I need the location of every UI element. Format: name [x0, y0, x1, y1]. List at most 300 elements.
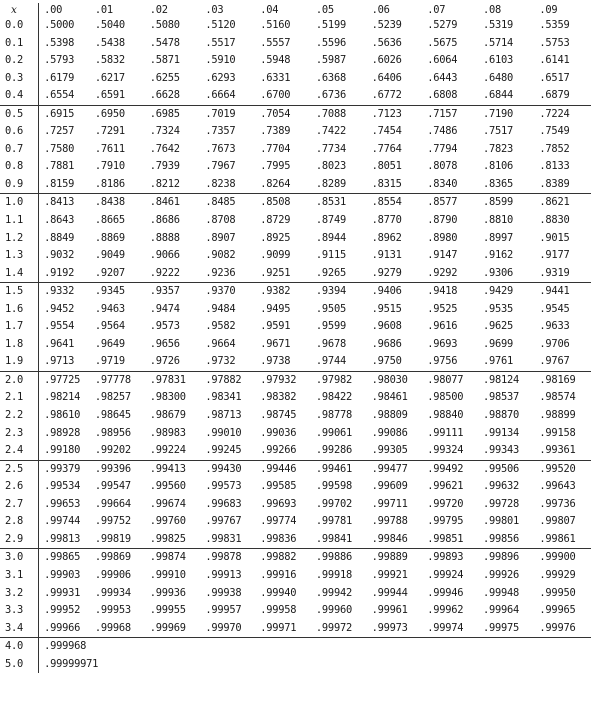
normal-distribution-table [0, 3, 591, 673]
table-cell: .9656 [149, 337, 180, 350]
table-cell: .9332 [39, 283, 90, 301]
table-cell: .99061 [315, 426, 352, 439]
table-cell: .99446 [255, 460, 311, 478]
table-cell: .5832 [94, 54, 125, 67]
table-cell: .6331 [260, 71, 291, 84]
table-cell: .99202 [94, 444, 131, 457]
table-cell: .99934 [94, 586, 131, 599]
table-cell: .5793 [44, 54, 75, 67]
table-cell: .5398 [44, 36, 75, 49]
table-cell: .8810 [482, 214, 513, 227]
table-cell: .9147 [427, 249, 458, 262]
table-cell: .8413 [39, 194, 90, 212]
table-row [0, 247, 591, 265]
table-cell: .9066 [149, 249, 180, 262]
table-cell: .97778 [90, 371, 145, 389]
row-label: 1.6 [0, 301, 39, 319]
row-label: 3.2 [0, 585, 39, 603]
table-cell: .99266 [260, 444, 297, 457]
table-cell: .5080 [149, 19, 180, 31]
table-cell: .99086 [371, 426, 408, 439]
table-cell: .99861 [539, 532, 576, 545]
table-cell: .9649 [94, 337, 125, 350]
table-cell: .99966 [44, 621, 81, 634]
table-cell: .99825 [149, 532, 186, 545]
column-header: .07 [427, 4, 446, 16]
table-cell: .99158 [539, 426, 576, 439]
table-cell: .7995 [260, 160, 291, 173]
table-cell: .99948 [482, 586, 519, 599]
table-cell: .7257 [44, 125, 75, 138]
table-cell: .99693 [260, 497, 297, 510]
table-cell: .9744 [315, 355, 346, 368]
table-row [0, 478, 591, 496]
table-cell: .99683 [205, 497, 242, 510]
table-cell: .8925 [260, 231, 291, 244]
table-cell: .9484 [205, 302, 236, 315]
table-cell: .6103 [482, 54, 513, 67]
table-row [0, 141, 591, 159]
table-cell: .99788 [371, 515, 408, 528]
row-label: 1.5 [0, 283, 39, 301]
table-cell: .9641 [44, 337, 75, 350]
row-label: 0.8 [0, 158, 39, 176]
table-cell: .99134 [482, 426, 519, 439]
table-cell: .99492 [422, 460, 478, 478]
table-cell: .9015 [539, 231, 570, 244]
table-cell: .99889 [367, 549, 423, 567]
table-cell: .6026 [371, 54, 402, 67]
table-cell: .99971 [260, 621, 297, 634]
table-row [0, 105, 591, 123]
table-cell: .9441 [534, 283, 591, 301]
table-cell: .98214 [44, 391, 81, 404]
table-row [0, 496, 591, 514]
corner-label: x [0, 3, 39, 17]
table-cell: .9761 [482, 355, 513, 368]
row-label: 0.3 [0, 70, 39, 88]
table-cell: .5359 [539, 19, 570, 31]
table-cell: .6808 [427, 89, 458, 102]
table-cell: .7967 [205, 160, 236, 173]
table-cell: .98030 [367, 371, 423, 389]
table-cell: .99976 [539, 621, 576, 634]
table-cell: .9671 [260, 337, 291, 350]
row-label: 2.1 [0, 389, 39, 407]
table-cell: .9406 [367, 283, 423, 301]
table-row [0, 35, 591, 53]
row-label: 2.8 [0, 513, 39, 531]
table-cell: .7823 [482, 142, 513, 155]
row-label: 2.0 [0, 371, 39, 389]
table-cell: .6591 [94, 89, 125, 102]
table-cell: .5910 [205, 54, 236, 67]
table-cell: .99960 [315, 604, 352, 617]
table-cell: .98169 [534, 371, 591, 389]
table-cell: .6700 [260, 89, 291, 102]
table-cell: .99767 [205, 515, 242, 528]
table-cell: .6368 [315, 71, 346, 84]
column-header: .02 [149, 4, 168, 16]
column-header: .08 [482, 4, 501, 16]
table-cell: .6664 [205, 89, 236, 102]
table-cell: .8023 [315, 160, 346, 173]
table-cell: .9222 [149, 266, 180, 279]
table-cell: .6443 [427, 71, 458, 84]
table-cell: .99973 [371, 621, 408, 634]
table-row [0, 371, 591, 389]
table-row [0, 513, 591, 531]
table-cell: .7291 [94, 125, 125, 138]
table-cell: .99942 [315, 586, 352, 599]
table-cell: .9236 [205, 266, 236, 279]
table-row [0, 549, 591, 567]
row-label: 2.3 [0, 425, 39, 443]
table-cell: .99940 [260, 586, 297, 599]
table-cell: .99760 [149, 515, 186, 528]
row-label: 0.1 [0, 35, 39, 53]
table-cell: .6255 [149, 71, 180, 84]
table-cell: .7088 [311, 105, 367, 123]
table-cell: .99999971 [44, 657, 99, 670]
table-cell: .8830 [539, 214, 570, 227]
table-cell: .99396 [90, 460, 145, 478]
table-cell: .9251 [260, 266, 291, 279]
table-cell: .7054 [255, 105, 311, 123]
table-cell: .99286 [315, 444, 352, 457]
table-cell: .8485 [200, 194, 255, 212]
table-cell: .99846 [371, 532, 408, 545]
row-label: 0.0 [0, 17, 39, 35]
table-cell: .99702 [315, 497, 352, 510]
table-cell: .9726 [149, 355, 180, 368]
table-cell: .5160 [260, 19, 291, 31]
table-cell: .5438 [94, 36, 125, 49]
row-label: 3.4 [0, 620, 39, 638]
table-cell: .99962 [427, 604, 464, 617]
table-cell: .99728 [482, 497, 519, 510]
table-cell: .99969 [149, 621, 186, 634]
table-cell: .98899 [539, 409, 576, 422]
table-cell: .7580 [44, 142, 75, 155]
table-cell: .5714 [482, 36, 513, 49]
table-cell: .8315 [371, 177, 402, 190]
table-cell: .99520 [534, 460, 591, 478]
table-cell: .8770 [371, 214, 402, 227]
table-cell: .7734 [315, 142, 346, 155]
table-cell: .9535 [482, 302, 513, 315]
table-cell: .9279 [371, 266, 402, 279]
table-cell: .9082 [205, 249, 236, 262]
table-row [0, 460, 591, 478]
table-cell: .6772 [371, 89, 402, 102]
table-cell: .99585 [260, 480, 297, 493]
table-row [0, 656, 591, 674]
table-cell: .7704 [260, 142, 291, 155]
table-cell: .8238 [205, 177, 236, 190]
table-cell: .9599 [315, 320, 346, 333]
table-cell: .99632 [482, 480, 519, 493]
table-cell: .98840 [427, 409, 464, 422]
table-cell: .99906 [94, 568, 131, 581]
table-cell: .99664 [94, 497, 131, 510]
table-cell: .7910 [94, 160, 125, 173]
table-cell: .9591 [260, 320, 291, 333]
row-label: 2.4 [0, 442, 39, 460]
table-cell: .99936 [149, 586, 186, 599]
table-cell: .8508 [255, 194, 311, 212]
table-cell: .99896 [478, 549, 534, 567]
table-cell: .98983 [149, 426, 186, 439]
table-cell: .7454 [371, 125, 402, 138]
column-header: .00 [44, 4, 63, 16]
table-cell: .99965 [539, 604, 576, 617]
table-row [0, 301, 591, 319]
table-cell: .9564 [94, 320, 125, 333]
table-cell: .99560 [149, 480, 186, 493]
table-cell: .99010 [205, 426, 242, 439]
row-label: 1.1 [0, 212, 39, 230]
table-cell: .99841 [315, 532, 352, 545]
table-cell: .8980 [427, 231, 458, 244]
table-cell: .9463 [94, 302, 125, 315]
table-cell: .99886 [311, 549, 367, 567]
table-row [0, 425, 591, 443]
row-label: 1.4 [0, 265, 39, 283]
table-cell: .9664 [205, 337, 236, 350]
table-cell: .99851 [427, 532, 464, 545]
table-cell: .9719 [94, 355, 125, 368]
table-cell: .9162 [482, 249, 513, 262]
table-cell: .8212 [149, 177, 180, 190]
row-label: 0.7 [0, 141, 39, 159]
table-cell: .99836 [260, 532, 297, 545]
table-cell: .8554 [367, 194, 423, 212]
table-cell: .99878 [200, 549, 255, 567]
table-cell: .97932 [255, 371, 311, 389]
table-cell: .99952 [44, 604, 81, 617]
table-cell: .97882 [200, 371, 255, 389]
table-cell: .9756 [427, 355, 458, 368]
table-cell: .7190 [478, 105, 534, 123]
table-cell: .6141 [539, 54, 570, 67]
table-cell: .99916 [260, 568, 297, 581]
table-cell: .8944 [315, 231, 346, 244]
table-cell: .98257 [94, 391, 131, 404]
table-cell: .8962 [371, 231, 402, 244]
row-label: 1.0 [0, 194, 39, 212]
table-cell: .5948 [260, 54, 291, 67]
row-label: 4.0 [0, 638, 39, 656]
table-cell: .6915 [39, 105, 90, 123]
row-label: 2.5 [0, 460, 39, 478]
table-cell: .7764 [371, 142, 402, 155]
table-cell: .99361 [539, 444, 576, 457]
table-cell: .7157 [422, 105, 478, 123]
table-cell: .99970 [205, 621, 242, 634]
table-cell: .99972 [315, 621, 352, 634]
table-row [0, 176, 591, 194]
table-cell: .98300 [149, 391, 186, 404]
table-cell: .98745 [260, 409, 297, 422]
table-cell: .9706 [539, 337, 570, 350]
table-cell: .99621 [427, 480, 464, 493]
table-cell: .6480 [482, 71, 513, 84]
table-cell: .9131 [371, 249, 402, 262]
column-header: .09 [539, 4, 558, 16]
table-cell: .6517 [539, 71, 570, 84]
table-cell: .99573 [205, 480, 242, 493]
table-cell: .8888 [149, 231, 180, 244]
column-header: .06 [371, 4, 390, 16]
table-cell: .8708 [205, 214, 236, 227]
row-label: 0.5 [0, 105, 39, 123]
table-cell: .99609 [371, 480, 408, 493]
table-cell: .9495 [260, 302, 291, 315]
table-row [0, 407, 591, 425]
table-cell: .8907 [205, 231, 236, 244]
table-cell: .9177 [539, 249, 570, 262]
table-cell: .99547 [94, 480, 131, 493]
table-cell: .9625 [482, 320, 513, 333]
row-label: 2.6 [0, 478, 39, 496]
table-cell: .7123 [367, 105, 423, 123]
table-cell: .6554 [44, 89, 75, 102]
table-row [0, 87, 591, 105]
table-cell: .5319 [482, 19, 513, 31]
table-cell: .9306 [482, 266, 513, 279]
table-cell: .99674 [149, 497, 186, 510]
table-cell: .6293 [205, 71, 236, 84]
table-row [0, 230, 591, 248]
table-cell: .99036 [260, 426, 297, 439]
row-label: 3.0 [0, 549, 39, 567]
table-cell: .99534 [44, 480, 81, 493]
table-cell: .9429 [478, 283, 534, 301]
table-cell: .99111 [427, 426, 464, 439]
table-cell: .99245 [205, 444, 242, 457]
table-cell: .99819 [94, 532, 131, 545]
table-row [0, 265, 591, 283]
row-label: 1.3 [0, 247, 39, 265]
table-cell: .98928 [44, 426, 81, 439]
table-cell: .8438 [90, 194, 145, 212]
table-cell: .7517 [482, 125, 513, 138]
table-cell: .9357 [145, 283, 201, 301]
table-cell: .99813 [44, 532, 81, 545]
table-cell: .6736 [315, 89, 346, 102]
table-cell: .9608 [371, 320, 402, 333]
table-cell: .9573 [149, 320, 180, 333]
table-cell: .99893 [422, 549, 478, 567]
table-cell: .6950 [90, 105, 145, 123]
table-cell: .98610 [44, 409, 81, 422]
table-cell: .99774 [260, 515, 297, 528]
table-cell: .99964 [482, 604, 519, 617]
row-label: 0.9 [0, 176, 39, 194]
table-row [0, 442, 591, 460]
table-cell: .7324 [149, 125, 180, 138]
table-cell: .98956 [94, 426, 131, 439]
table-row [0, 194, 591, 212]
table-cell: .99324 [427, 444, 464, 457]
table-cell: .9370 [200, 283, 255, 301]
table-cell: .6406 [371, 71, 402, 84]
table-cell: .99831 [205, 532, 242, 545]
column-header: .04 [260, 4, 279, 16]
row-label: 3.3 [0, 602, 39, 620]
table-cell: .99931 [44, 586, 81, 599]
table-cell: .99711 [371, 497, 408, 510]
table-cell: .99343 [482, 444, 519, 457]
table-cell: .8186 [94, 177, 125, 190]
table-cell: .9633 [539, 320, 570, 333]
table-row [0, 283, 591, 301]
table-row [0, 602, 591, 620]
table-cell: .5120 [205, 19, 236, 31]
table-cell: .99461 [311, 460, 367, 478]
table-cell: .8749 [315, 214, 346, 227]
table-cell: .99752 [94, 515, 131, 528]
table-cell: .9699 [482, 337, 513, 350]
table-cell: .9319 [539, 266, 570, 279]
table-cell: .99224 [149, 444, 186, 457]
table-cell: .98422 [315, 391, 352, 404]
table-cell: .9738 [260, 355, 291, 368]
table-cell: .8159 [44, 177, 75, 190]
table-cell: .99430 [200, 460, 255, 478]
table-cell: .9713 [44, 355, 75, 368]
table-cell: .6985 [145, 105, 201, 123]
table-cell: .99929 [539, 568, 576, 581]
table-cell: .7939 [149, 160, 180, 173]
table-cell: .99643 [539, 480, 576, 493]
row-label: 2.9 [0, 531, 39, 549]
table-cell: .8133 [539, 160, 570, 173]
table-cell: .5871 [149, 54, 180, 67]
table-cell: .99180 [44, 444, 81, 457]
table-cell: .5279 [427, 19, 458, 31]
table-cell: .97982 [311, 371, 367, 389]
table-cell: .9750 [371, 355, 402, 368]
table-cell: .98341 [205, 391, 242, 404]
row-label: 0.2 [0, 52, 39, 70]
table-row [0, 531, 591, 549]
table-cell: .9418 [422, 283, 478, 301]
table-cell: .98713 [205, 409, 242, 422]
table-cell: .99807 [539, 515, 576, 528]
table-cell: .7357 [205, 125, 236, 138]
table-row [0, 52, 591, 70]
table-row [0, 353, 591, 371]
table-cell: .6217 [94, 71, 125, 84]
table-cell: .9515 [371, 302, 402, 315]
table-cell: .99379 [39, 460, 90, 478]
table-cell: .7611 [94, 142, 125, 155]
table-cell: .99918 [315, 568, 352, 581]
table-cell: .7852 [539, 142, 570, 155]
table-cell: .99958 [260, 604, 297, 617]
table-cell: .98500 [427, 391, 464, 404]
row-label: 1.8 [0, 336, 39, 354]
table-cell: .8365 [482, 177, 513, 190]
table-cell: .7642 [149, 142, 180, 155]
table-cell: .8665 [94, 214, 125, 227]
table-cell: .99744 [44, 515, 81, 528]
table-cell: .99926 [482, 568, 519, 581]
table-row [0, 620, 591, 638]
table-cell: .8340 [427, 177, 458, 190]
